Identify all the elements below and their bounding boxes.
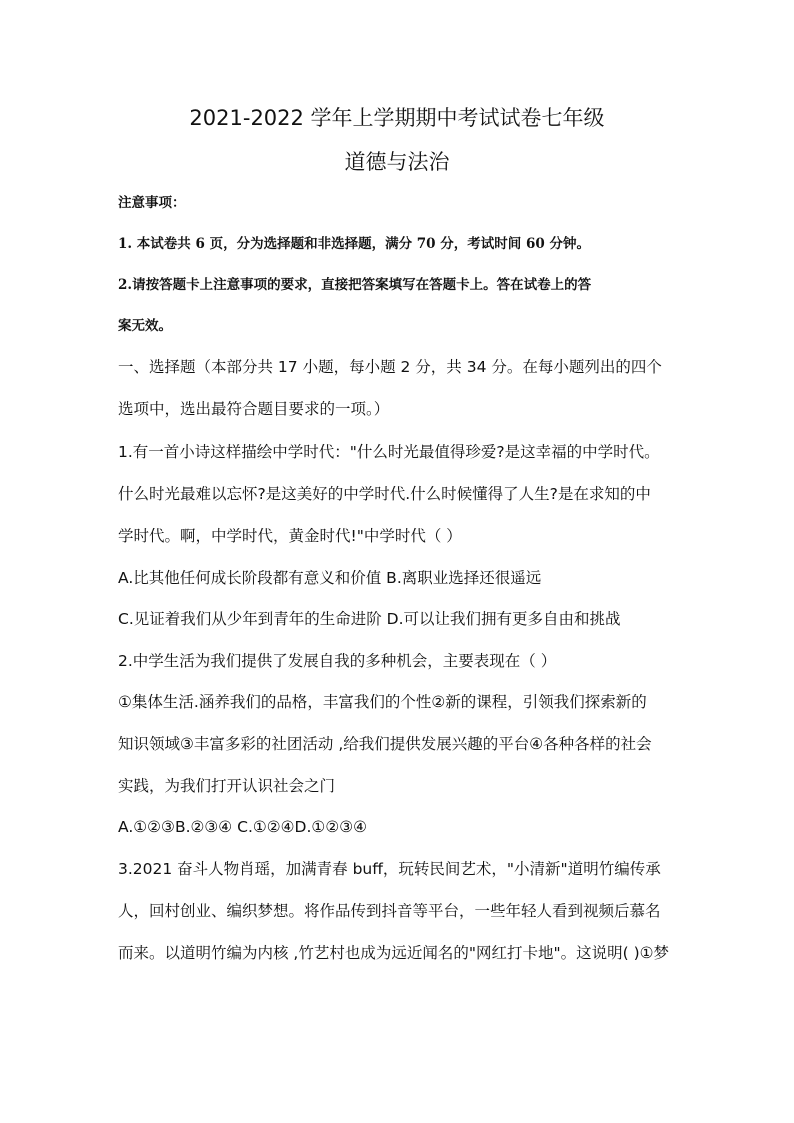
question-3-stem: 3.2021 奋斗人物肖瑶，加满青春 buff，玩转民间艺术，"小清新"道明竹编传承 (118, 860, 661, 878)
section-heading: 一、选择题（本部分共 17 小题，每小题 2 分，共 34 分。在每小题列出的四个 (118, 358, 662, 376)
section-heading: 选项中，选出最符合题目要求的一项。） (118, 400, 390, 418)
question-2-stem: 实践，为我们打开认识社会之门 (118, 777, 336, 795)
notice-heading: 注意事项： (118, 195, 186, 211)
question-3-stem: 人，回村创业、编织梦想。将作品传到抖音等平台，一些年轻人看到视频后慕名 (118, 902, 661, 920)
notice-line: 1. 本试卷共 6 页，分为选择题和非选择题，满分 70 分，考试时间 60 分钟。 (118, 236, 590, 252)
question-1-options: A.比其他任何成长阶段都有意义和价值 B.离职业选择还很遥远 (118, 569, 542, 587)
notice-line: 案无效。 (118, 318, 172, 334)
question-2-stem: ①集体生活.涵养我们的品格，丰富我们的个性②新的课程，引领我们探索新的 (118, 693, 647, 711)
question-3-stem: 而来。以道明竹编为内核 ,竹艺村也成为远近闻名的"网红打卡地"。这说明( )①梦 (118, 944, 670, 962)
question-1-stem: 学时代。啊，中学时代，黄金时代!"中学时代（ ） (118, 527, 462, 545)
subject-title: 道德与法治 (344, 150, 450, 174)
question-1-options: C.见证着我们从少年到青年的生命进阶 D.可以让我们拥有更多自由和挑战 (118, 610, 621, 628)
notice-line: 2.请按答题卡上注意事项的要求，直接把答案填写在答题卡上。答在试卷上的答 (118, 277, 592, 293)
exam-title: 2021-2022 学年上学期期中考试试卷七年级 (189, 106, 605, 130)
question-2-options: A.①②③B.②③④ C.①②④D.①②③④ (118, 818, 367, 836)
question-2-stem: 2.中学生活为我们提供了发展自我的多种机会，主要表现在（ ） (118, 652, 557, 670)
question-1-stem: 什么时光最难以忘怀?是这美好的中学时代.什么时候懂得了人生?是在求知的中 (118, 485, 651, 503)
question-1-stem: 1.有一首小诗这样描绘中学时代："什么时光最值得珍爱?是这幸福的中学时代。 (118, 443, 660, 461)
question-2-stem: 知识领域③丰富多彩的社团活动 ,给我们提供发展兴趣的平台④各种各样的社会 (118, 735, 652, 753)
